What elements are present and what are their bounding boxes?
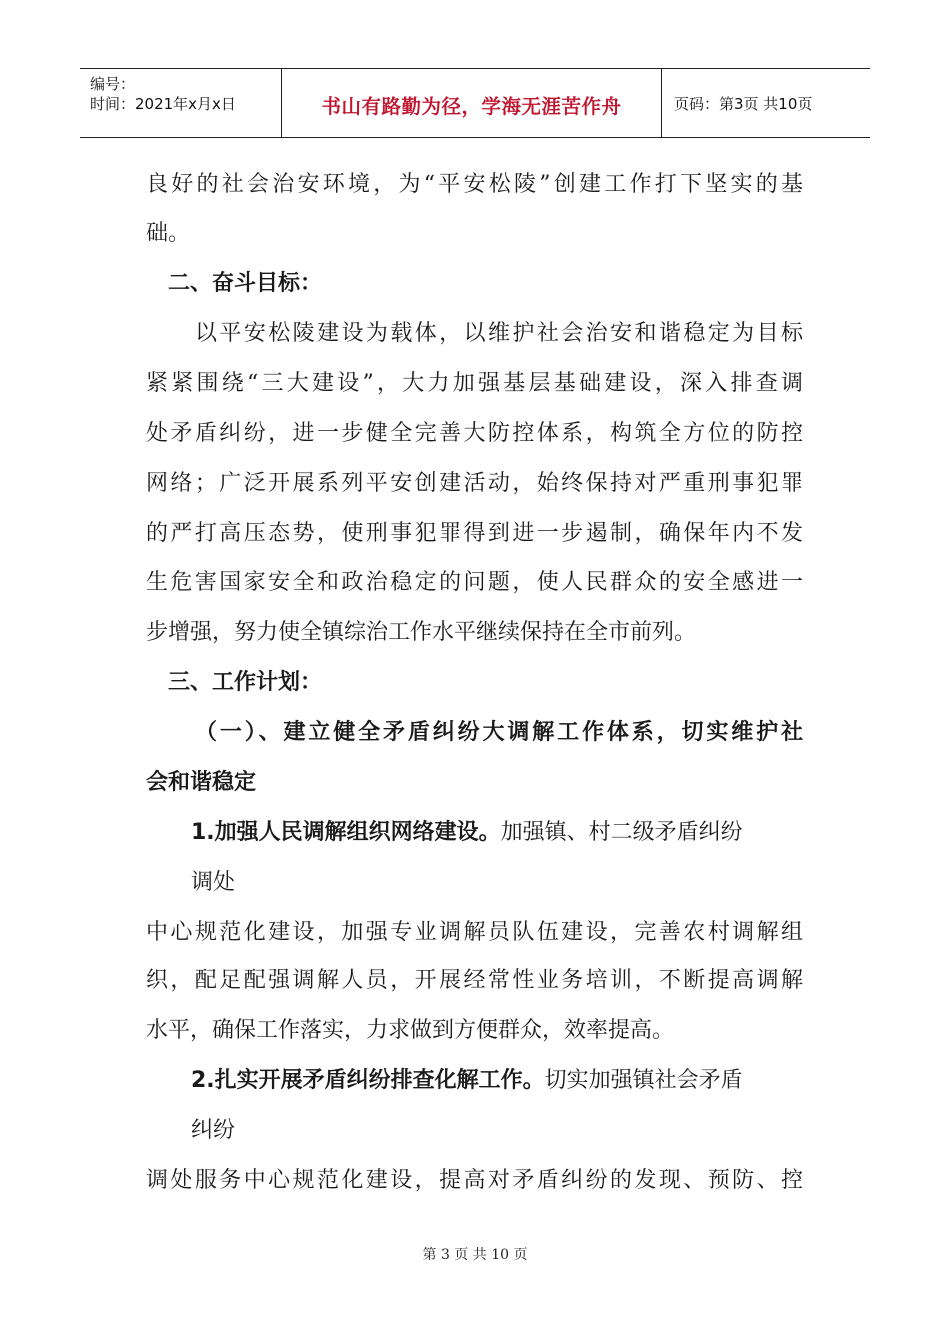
header-info-cell [80,69,282,137]
paragraph-line: 生危害国家安全和政治稳定的问题，使人民群众的安全感进一 [146,570,803,595]
page-number-label: 页码：第3页 共10页 [674,95,813,113]
item-1-title: 1.加强人民调解组织网络建设。 [191,820,501,845]
subsection-heading-cont: 会和谐稳定 [146,770,257,795]
paragraph-line: 调处服务中心规范化建设，提高对矛盾纠纷的发现、预防、控 [146,1168,803,1193]
section-heading-plan: 三、工作计划： [168,670,323,695]
paragraph-line: 的严打高压态势，使刑事犯罪得到进一步遏制，确保年内不发 [146,521,803,546]
motto-text: 书山有路勤为径，学海无涯苦作舟 [321,95,622,118]
subsection-heading: （一）、建立健全矛盾纠纷大调解工作体系，切实维护社 [195,720,803,745]
item-1-text: 加强镇、村二级矛盾纠纷 [500,820,743,845]
paragraph-line: 以平安松陵建设为载体，以维护社会治安和谐稳定为目标 [195,321,803,346]
paragraph-line: 紧紧围绕“三大建设”，大力加强基层基础建设，深入排查调 [146,371,803,396]
paragraph-line: 步增强，努力使全镇综治工作水平继续保持在全市前列。 [146,620,697,645]
paragraph-line: 调处 [191,870,236,895]
item-2-line [191,1066,743,1096]
paragraph-line: 处矛盾纠纷，进一步健全完善大防控体系，构筑全方位的防控 [146,421,803,446]
page-footer: 第 3 页 共 10 页 [422,1247,528,1263]
paragraph-line: 中心规范化建设，加强专业调解员队伍建设，完善农村调解组 [146,920,803,945]
paragraph-line: 水平，确保工作落实，力求做到方便群众，效率提高。 [146,1018,675,1043]
section-heading-goals: 二、奋斗目标： [168,271,323,296]
document-number-label: 编号： [90,75,136,93]
header-page-cell [662,69,870,137]
document-time-label: 时间：2021年x月x日 [90,95,236,113]
paragraph-line: 础。 [146,221,191,246]
header-table [80,68,870,138]
item-2-title: 2.扎实开展矛盾纠纷排查化解工作。 [191,1068,545,1093]
item-2-text: 切实加强镇社会矛盾 [544,1068,743,1093]
paragraph-line: 织，配足配强调解人员，开展经常性业务培训，不断提高调解 [146,968,803,993]
item-1-line [191,818,743,848]
paragraph-line: 网络；广泛开展系列平安创建活动，始终保持对严重刑事犯罪 [146,471,803,496]
paragraph-line: 纠纷 [191,1118,236,1143]
header-motto-cell [282,69,662,137]
paragraph-line: 良好的社会治安环境，为“平安松陵”创建工作打下坚实的基 [146,172,803,197]
